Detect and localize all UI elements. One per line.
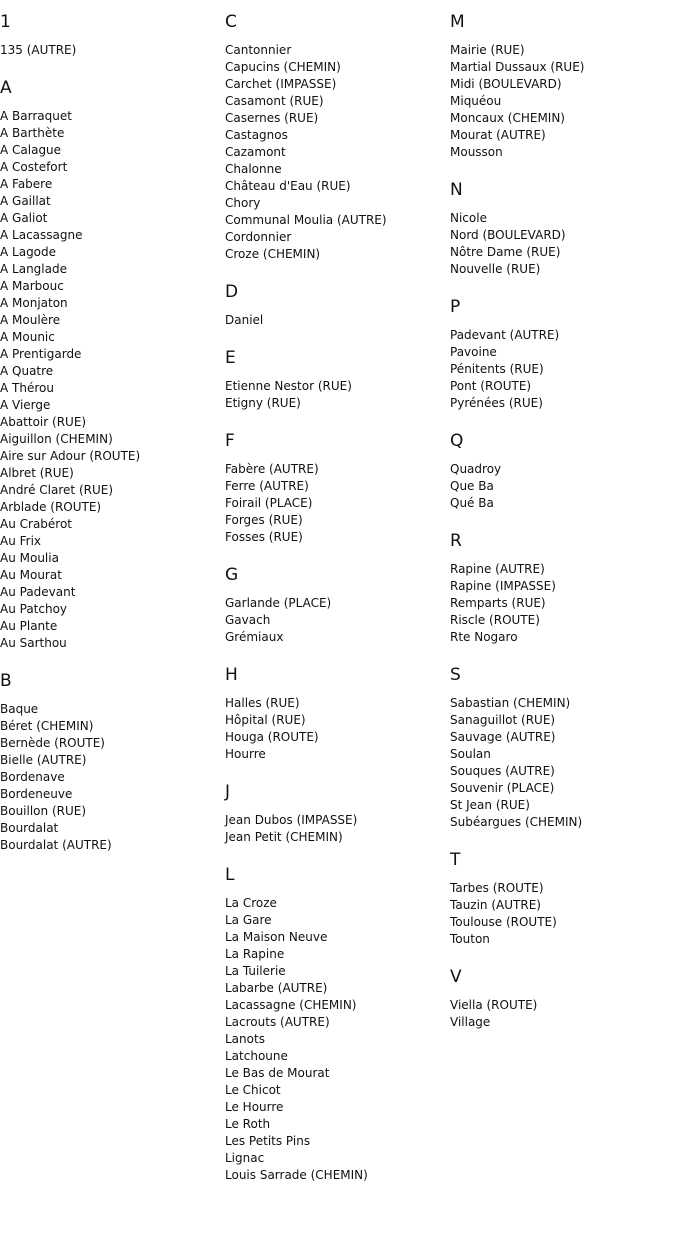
street-link[interactable]: Jean Dubos (IMPASSE): [225, 813, 358, 827]
street-link[interactable]: Jean Petit (CHEMIN): [225, 830, 343, 844]
street-link[interactable]: Communal Moulia (AUTRE): [225, 213, 387, 227]
street-link[interactable]: Souques (AUTRE): [450, 764, 555, 778]
street-link[interactable]: Qué Ba: [450, 496, 494, 510]
letter-heading: H: [225, 665, 238, 685]
street-link[interactable]: Au Padevant: [0, 585, 76, 599]
street-link[interactable]: La Maison Neuve: [225, 930, 328, 944]
street-link[interactable]: A Monjaton: [0, 296, 68, 310]
street-link[interactable]: La Gare: [225, 913, 272, 927]
street-link[interactable]: Que Ba: [450, 479, 494, 493]
street-link[interactable]: Pont (ROUTE): [450, 379, 532, 393]
street-link[interactable]: Tarbes (ROUTE): [450, 881, 544, 895]
street-link[interactable]: Rapine (IMPASSE): [450, 579, 556, 593]
street-link[interactable]: Nôtre Dame (RUE): [450, 245, 561, 259]
letter-heading: L: [225, 865, 235, 885]
street-link[interactable]: A Langlade: [0, 262, 67, 276]
street-link[interactable]: Nord (BOULEVARD): [450, 228, 566, 242]
letter-section: [450, 297, 672, 412]
street-link[interactable]: Bordeneuve: [0, 787, 73, 801]
street-link[interactable]: Garlande (PLACE): [225, 596, 332, 610]
letter-heading: V: [450, 967, 462, 987]
street-list: [450, 210, 672, 278]
street-link[interactable]: Souvenir (PLACE): [450, 781, 555, 795]
street-link[interactable]: Moncaux (CHEMIN): [450, 111, 565, 125]
street-link[interactable]: Castagnos: [225, 128, 288, 142]
street-link[interactable]: Aiguillon (CHEMIN): [0, 432, 113, 446]
street-link[interactable]: Au Sarthou: [0, 636, 67, 650]
street-link[interactable]: Pavoine: [450, 345, 497, 359]
letter-section: [225, 665, 447, 763]
letter-section: [450, 665, 672, 831]
street-link[interactable]: Bordenave: [0, 770, 65, 784]
street-list: [450, 997, 672, 1031]
letter-heading: P: [450, 297, 461, 317]
street-link[interactable]: 135 (AUTRE): [0, 43, 77, 57]
street-link[interactable]: Sanaguillot (RUE): [450, 713, 556, 727]
street-list: [225, 895, 447, 1184]
letter-heading: 1: [0, 12, 11, 32]
street-link[interactable]: Béret (CHEMIN): [0, 719, 94, 733]
letter-section: [225, 12, 447, 263]
street-link[interactable]: Croze (CHEMIN): [225, 247, 321, 261]
street-link[interactable]: Nouvelle (RUE): [450, 262, 541, 276]
street-link[interactable]: Touton: [450, 932, 490, 946]
letter-heading: M: [450, 12, 465, 32]
street-link[interactable]: Baque: [0, 702, 39, 716]
letter-heading: F: [225, 431, 235, 451]
street-link[interactable]: Foirail (PLACE): [225, 496, 313, 510]
street-link[interactable]: Pénitents (RUE): [450, 362, 544, 376]
street-link[interactable]: A Barraquet: [0, 109, 72, 123]
street-link[interactable]: A Vierge: [0, 398, 51, 412]
street-link[interactable]: Hôpital (RUE): [225, 713, 306, 727]
street-link[interactable]: Lacassagne (CHEMIN): [225, 998, 357, 1012]
street-link[interactable]: Chory: [225, 196, 261, 210]
street-link[interactable]: Hourre: [225, 747, 266, 761]
street-link[interactable]: Tauzin (AUTRE): [450, 898, 541, 912]
street-link[interactable]: Cordonnier: [225, 230, 292, 244]
street-link[interactable]: Carchet (IMPASSE): [225, 77, 337, 91]
street-index-column-1: [0, 12, 222, 873]
letter-heading: R: [450, 531, 462, 551]
letter-section: [0, 671, 222, 854]
street-link[interactable]: Grémiaux: [225, 630, 284, 644]
street-link[interactable]: Louis Sarrade (CHEMIN): [225, 1168, 368, 1182]
street-link[interactable]: Remparts (RUE): [450, 596, 546, 610]
street-list: [225, 461, 447, 546]
street-link[interactable]: Au Mourat: [0, 568, 62, 582]
street-link[interactable]: Au Crabérot: [0, 517, 73, 531]
street-link[interactable]: Fabère (AUTRE): [225, 462, 319, 476]
street-list: [450, 561, 672, 646]
street-link[interactable]: Au Patchoy: [0, 602, 68, 616]
letter-section: [450, 850, 672, 948]
letter-heading: T: [450, 850, 461, 870]
street-link[interactable]: André Claret (RUE): [0, 483, 114, 497]
street-link[interactable]: Albret (RUE): [0, 466, 74, 480]
street-link[interactable]: A Gaillat: [0, 194, 51, 208]
street-link[interactable]: Midi (BOULEVARD): [450, 77, 562, 91]
letter-section: [225, 282, 447, 329]
street-link[interactable]: A Galiot: [0, 211, 48, 225]
letter-heading: B: [0, 671, 12, 691]
street-index-column-2: [225, 12, 447, 1203]
street-link[interactable]: Au Moulia: [0, 551, 59, 565]
street-list: [450, 880, 672, 948]
letter-section: [450, 12, 672, 161]
street-list: [450, 695, 672, 831]
street-link[interactable]: La Tuilerie: [225, 964, 286, 978]
letter-section: [450, 967, 672, 1031]
street-link[interactable]: Toulouse (ROUTE): [450, 915, 557, 929]
letter-heading: G: [225, 565, 239, 585]
letter-heading: D: [225, 282, 239, 302]
street-link[interactable]: Halles (RUE): [225, 696, 300, 710]
street-link[interactable]: Cazamont: [225, 145, 286, 159]
street-link[interactable]: Bielle (AUTRE): [0, 753, 87, 767]
street-link[interactable]: Daniel: [225, 313, 264, 327]
letter-section: [450, 180, 672, 278]
street-list: [225, 595, 447, 646]
letter-heading: A: [0, 78, 12, 98]
street-link[interactable]: Chalonne: [225, 162, 282, 176]
street-list: [0, 108, 222, 652]
street-link[interactable]: Le Bas de Mourat: [225, 1066, 330, 1080]
street-list: [450, 327, 672, 412]
letter-section: [0, 78, 222, 652]
street-link[interactable]: Forges (RUE): [225, 513, 303, 527]
street-link[interactable]: Pyrénées (RUE): [450, 396, 543, 410]
street-link[interactable]: La Croze: [225, 896, 277, 910]
street-link[interactable]: Lignac: [225, 1151, 265, 1165]
letter-section: [450, 531, 672, 646]
street-link[interactable]: La Rapine: [225, 947, 285, 961]
letter-heading: E: [225, 348, 236, 368]
street-link[interactable]: St Jean (RUE): [450, 798, 530, 812]
letter-heading: N: [450, 180, 463, 200]
street-link[interactable]: Cantonnier: [225, 43, 292, 57]
street-link[interactable]: Château d'Eau (RUE): [225, 179, 351, 193]
street-link[interactable]: Abattoir (RUE): [0, 415, 87, 429]
street-link[interactable]: Quadroy: [450, 462, 502, 476]
street-link[interactable]: Le Roth: [225, 1117, 271, 1131]
street-link[interactable]: A Lagode: [0, 245, 57, 259]
street-list: [225, 42, 447, 263]
street-link[interactable]: Les Petits Pins: [225, 1134, 311, 1148]
street-link[interactable]: Le Hourre: [225, 1100, 284, 1114]
street-link[interactable]: Sauvage (AUTRE): [450, 730, 556, 744]
street-link[interactable]: Casamont (RUE): [225, 94, 324, 108]
street-list: [225, 312, 447, 329]
street-link[interactable]: A Quatre: [0, 364, 54, 378]
street-link[interactable]: A Moulère: [0, 313, 61, 327]
letter-section: [450, 431, 672, 512]
street-link[interactable]: Lacrouts (AUTRE): [225, 1015, 330, 1029]
street-index-column-3: [450, 12, 672, 1050]
street-link[interactable]: Etienne Nestor (RUE): [225, 379, 352, 393]
street-link[interactable]: Lanots: [225, 1032, 265, 1046]
street-link[interactable]: Latchoune: [225, 1049, 288, 1063]
letter-section: [225, 865, 447, 1184]
letter-heading: Q: [450, 431, 464, 451]
street-list: [450, 42, 672, 161]
street-link[interactable]: Sabastian (CHEMIN): [450, 696, 571, 710]
street-link[interactable]: Au Frix: [0, 534, 42, 548]
street-link[interactable]: Viella (ROUTE): [450, 998, 538, 1012]
street-list: [225, 378, 447, 412]
letter-heading: J: [225, 782, 231, 802]
street-list: [0, 701, 222, 854]
street-link[interactable]: Bernède (ROUTE): [0, 736, 105, 750]
street-link[interactable]: Soulan: [450, 747, 491, 761]
letter-section: [225, 565, 447, 646]
street-link[interactable]: Mousson: [450, 145, 503, 159]
street-link[interactable]: Mourat (AUTRE): [450, 128, 546, 142]
street-link[interactable]: Rte Nogaro: [450, 630, 518, 644]
street-link[interactable]: A Thérou: [0, 381, 54, 395]
street-link[interactable]: Aire sur Adour (ROUTE): [0, 449, 141, 463]
street-link[interactable]: Village: [450, 1015, 491, 1029]
letter-section: [225, 782, 447, 846]
street-link[interactable]: A Lacassagne: [0, 228, 83, 242]
street-link[interactable]: A Fabere: [0, 177, 53, 191]
letter-section: [225, 431, 447, 546]
street-link[interactable]: Riscle (ROUTE): [450, 613, 540, 627]
street-link[interactable]: A Marbouc: [0, 279, 64, 293]
street-link[interactable]: Subéargues (CHEMIN): [450, 815, 583, 829]
street-link[interactable]: Ferre (AUTRE): [225, 479, 309, 493]
street-link[interactable]: Gavach: [225, 613, 271, 627]
street-link[interactable]: A Barthète: [0, 126, 65, 140]
street-link[interactable]: Rapine (AUTRE): [450, 562, 545, 576]
street-link[interactable]: Fosses (RUE): [225, 530, 303, 544]
street-link[interactable]: Au Plante: [0, 619, 58, 633]
street-link[interactable]: Miquéou: [450, 94, 502, 108]
street-link[interactable]: Houga (ROUTE): [225, 730, 319, 744]
street-list: [0, 42, 222, 59]
street-link[interactable]: Bourdalat: [0, 821, 59, 835]
letter-section: [225, 348, 447, 412]
street-list: [450, 461, 672, 512]
street-link[interactable]: Nicole: [450, 211, 487, 225]
street-list: [225, 695, 447, 763]
street-link[interactable]: Casernes (RUE): [225, 111, 319, 125]
street-link[interactable]: Labarbe (AUTRE): [225, 981, 328, 995]
street-link[interactable]: A Calague: [0, 143, 62, 157]
street-link[interactable]: A Costefort: [0, 160, 68, 174]
street-link[interactable]: A Prentigarde: [0, 347, 82, 361]
street-link[interactable]: Arblade (ROUTE): [0, 500, 102, 514]
street-link[interactable]: Etigny (RUE): [225, 396, 301, 410]
street-link[interactable]: Bouillon (RUE): [0, 804, 87, 818]
letter-heading: C: [225, 12, 237, 32]
street-link[interactable]: Mairie (RUE): [450, 43, 525, 57]
street-link[interactable]: A Mounic: [0, 330, 55, 344]
letter-heading: S: [450, 665, 461, 685]
street-link[interactable]: Bourdalat (AUTRE): [0, 838, 112, 852]
street-link[interactable]: Martial Dussaux (RUE): [450, 60, 585, 74]
street-link[interactable]: Capucins (CHEMIN): [225, 60, 341, 74]
street-list: [225, 812, 447, 846]
letter-section: [0, 12, 222, 59]
street-link[interactable]: Le Chicot: [225, 1083, 281, 1097]
street-link[interactable]: Padevant (AUTRE): [450, 328, 560, 342]
